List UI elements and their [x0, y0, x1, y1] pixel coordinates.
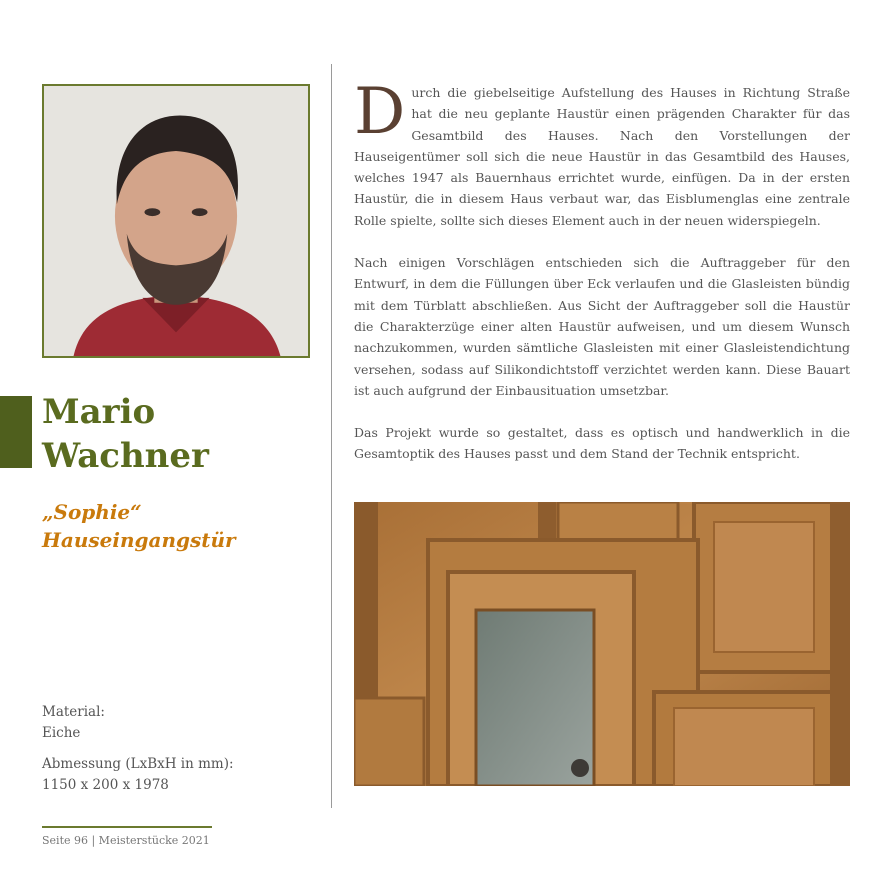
- door-image: [354, 502, 850, 786]
- material-label: Material:: [42, 704, 105, 720]
- paragraph-1-text: urch die giebelseitige Aufstellung des Hauses in Richtung Straße hat die neu geplante Haustür einen prägenden Charakter für das Gesamtbild des Hauses. Nach den Vorstellungen der Hauseigentümer soll sich die neue Haustür in das Gesamtbild des Hauses, welches 1947 als Bauernhaus errichtet wurde, einfügen. Da in der ersten Haustür, die in diesem Haus verbaut war, das Eisblumenglas eine zentrale Rolle spielte, sollte sich dieses Element auch in der neuen widerspiegeln.: [354, 85, 850, 228]
- dropcap-letter: D: [354, 75, 406, 149]
- page-footer: Seite 96 | Meisterstücke 2021: [42, 834, 210, 847]
- article-paragraph-3: Das Projekt wurde so gestaltet, dass es optisch und handwerklich in die Gesamtoptik des Hauses passt und dem Stand der Technik entspricht.: [354, 425, 850, 462]
- product-name: „Sophie“: [42, 500, 142, 524]
- portrait-image: [44, 86, 308, 356]
- material-value: Eiche: [42, 725, 81, 741]
- product-title: [42, 498, 322, 554]
- article-paragraph-1: [354, 75, 850, 231]
- column-divider: [331, 64, 332, 808]
- dimension-value: 1150 x 200 x 1978: [42, 777, 169, 793]
- footer-rule: [42, 826, 212, 828]
- product-type: Hauseingangstür: [42, 528, 236, 552]
- author-first-name: Mario: [42, 392, 156, 432]
- author-last-name: Wachner: [42, 436, 209, 476]
- portrait-photo: [42, 84, 310, 358]
- article-paragraph-2: Nach einigen Vorschlägen entschieden sich die Auftraggeber für den Entwurf, in dem die Füllungen über Eck verlaufen und die Glasleisten bündig mit dem Türblatt abschließen. Aus Sicht der Auftraggeber soll die Haustür die Charakterzüge einer alten Haustür aufweisen, und um diesem Wunsch nachzukommen, wurden sämtliche Glasleisten mit einer Glasleistendichtung versehen, sodass auf Silikondichtstoff verzichtet werden kann. Diese Bauart ist auch aufgrund der Einbausituation umsetzbar.: [354, 255, 850, 398]
- article-body: [354, 75, 850, 486]
- specs-block: [42, 702, 312, 796]
- dimension-label: Abmessung (LxBxH in mm):: [42, 756, 234, 772]
- accent-bar: [0, 396, 32, 468]
- door-photo: [354, 502, 850, 786]
- author-name: [42, 390, 312, 478]
